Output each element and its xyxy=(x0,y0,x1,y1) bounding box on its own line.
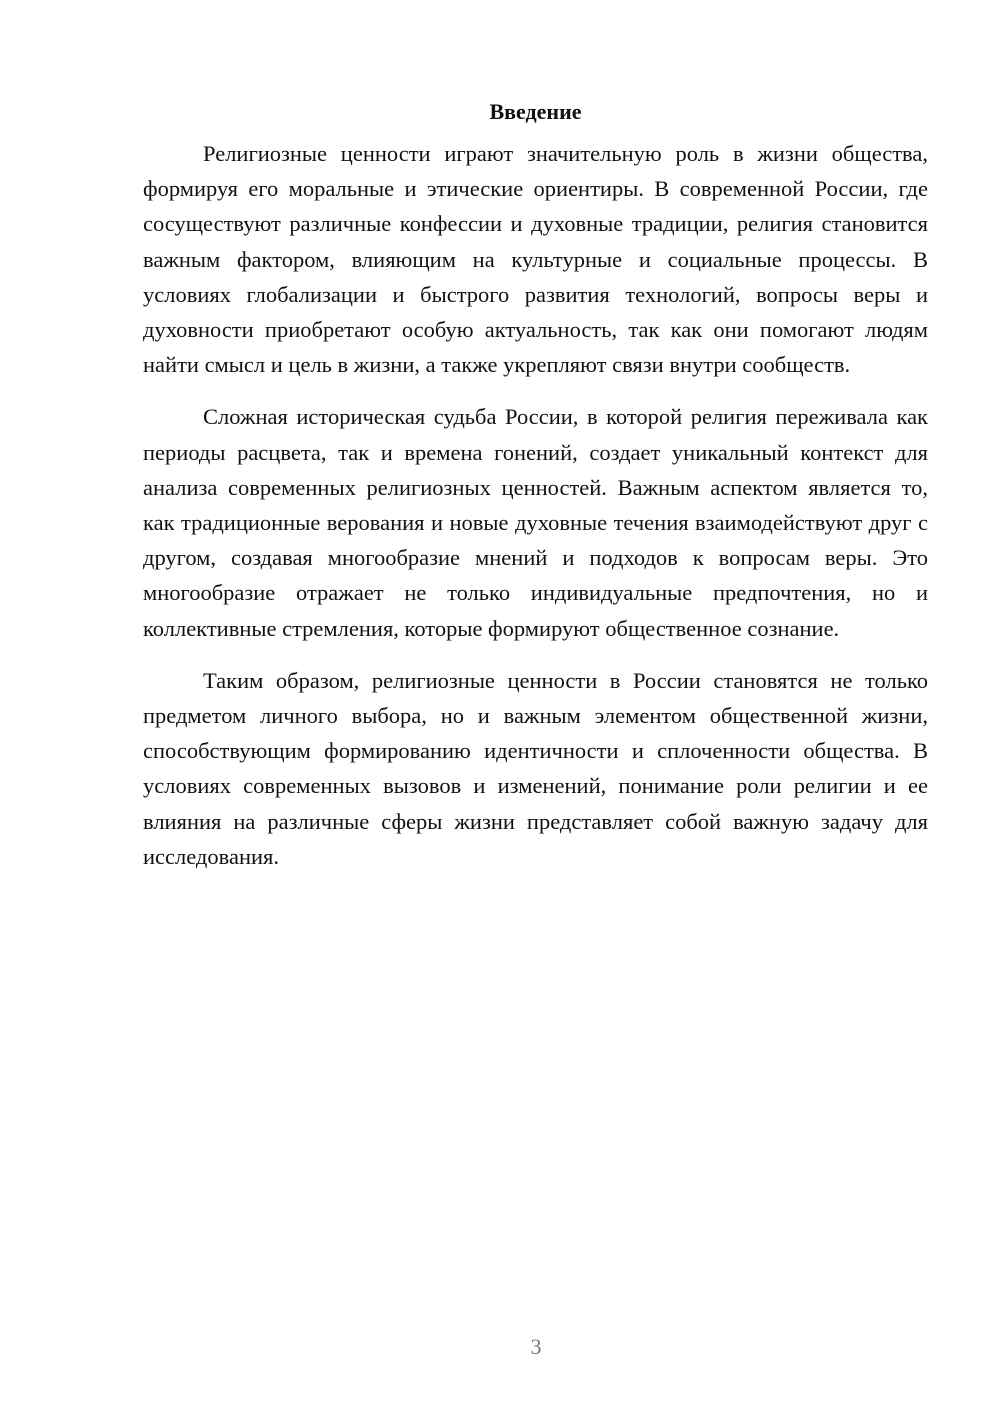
paragraph-3: Таким образом, религиозные ценности в России становятся не только предметом личного выбора, но и важным элементом общественной жизни, способствующим формированию идентичности и сплоченности общества. В условиях современных вызовов и изменений, понимание роли религии и ее влияния на различные сферы жизни представляет собой важную задачу для исследования. xyxy=(143,667,928,869)
paragraph-2: Сложная историческая судьба России, в которой религия переживала как периоды расцвета, так и времена гонений, создает уникальный контекст для анализа современных религиозных ценностей. Важным аспектом является то, как традиционные верования и новые духовные течения взаимодействуют друг с другом, создавая многообразие мнений и подходов к вопросам веры. Это многообразие отражает не только индивидуальные предпочтения, но и коллективные стремления, которые формируют общественное сознание. xyxy=(143,404,928,641)
paragraph-1: Религиозные ценности играют значительную роль в жизни общества, формируя его моральные и этические ориентиры. В современной России, где сосуществуют различные конфессии и духовные традиции, религия становится важным фактором, влияющим на культурные и социальные процессы. В условиях глобализации и быстрого развития технологий, вопросы веры и духовности приобретают особую актуальность, так как они помогают людям найти смысл и цель в жизни, а также укрепляют связи внутри сообществ. xyxy=(143,141,928,378)
section-heading: Введение xyxy=(489,99,582,124)
page-content xyxy=(143,98,928,874)
page-number: 3 xyxy=(530,1334,542,1359)
